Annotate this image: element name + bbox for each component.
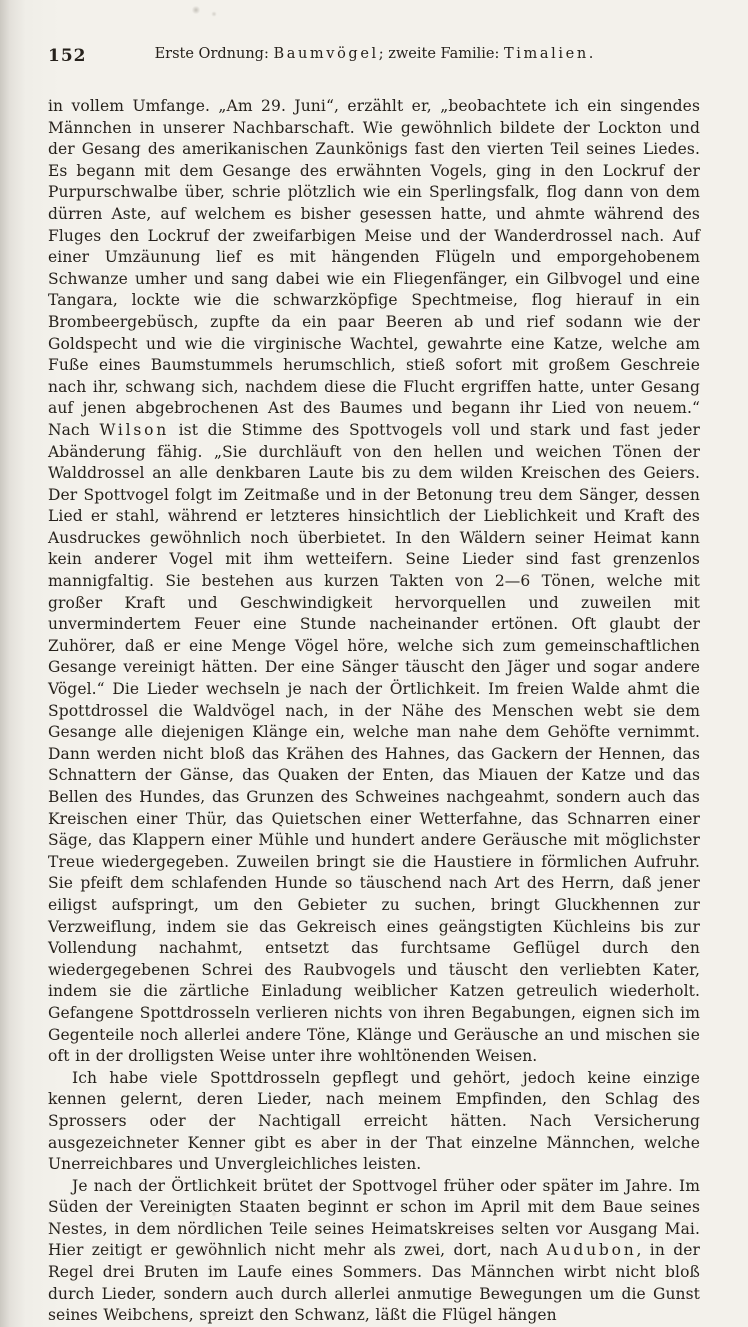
paragraph — [48, 1068, 700, 1176]
letterspaced-text: Wilson — [99, 420, 170, 439]
letterspaced-text: Audubon — [546, 1241, 637, 1260]
running-head — [48, 46, 700, 62]
paragraph — [48, 96, 700, 1068]
text-segment: ; zweite Familie: — [378, 46, 505, 62]
text-block — [48, 96, 700, 1327]
text-segment: in vollem Umfange. „Am 29. Juni“, erzählt er, „beobachtete ich ein singendes Männchen in unserer Nachbarschaft. Wie gewöhnlich bildete der Lockton und der Gesang des amerikanischen Zaunkönigs fast den vierten Teil seines Liedes. Es begann mit dem Gesange des erwähnten Vogels, ging in den Lockruf der Purpurschwalbe über, schrie plötzlich wie ein Sperlingsfalk, flog dann von dem dürren Aste, auf welchem es bisher gesessen hatte, und ahmte während des Fluges den Lockruf der zweifarbigen Meise und der Wanderdrossel nach. Auf einer Umzäunung lief es mit hängenden Flügeln und emporgehobenem Schwanze umher und sang dabei wie ein Fliegenfänger, ein Gilbvogel und eine Tangara, lockte wie die schwarzköpfige Spechtmeise, flog hierauf in ein Brombeergebüsch, zupfte da ein paar Beeren ab und rief sodann wie der Goldspecht und wie die virginische Wachtel, gewahrte eine Katze, welche am Fuße eines Baumstummels herumschlich, stieß sofort mit großem Geschreie nach ihr, schwang sich, nachdem diese die Flucht ergriffen hatte, unter Gesang auf jenen abgebrochenen Ast des Baumes und begann ihr Lied von neuem.“ Nach — [48, 97, 700, 439]
text-segment: Ich habe viele Spottdrosseln gepflegt und gehört, jedoch keine einzige kennen gelernt, deren Lieder, nach meinem Empfinden, den Schlag des Sprossers oder der Nachtigall erreicht hätten. Nach Versicherung ausgezeichneter Kenner gibt es aber in der That einzelne Männchen, welche Unerreichbares und Unvergleichliches leisten. — [48, 1068, 700, 1174]
text-segment: ist die Stimme des Spottvogels voll und stark und fast jeder Abänderung fähig. „Sie durchläuft von den hellen und weichen Tönen der Walddrossel an alle denkbaren Laute bis zu dem wilden Kreischen des Geiers. Der Spottvogel folgt im Zeitmaße und in der Betonung treu dem Sänger, dessen Lied er stahl, während er letzteres hinsichtlich der Lieblichkeit und Kraft des Ausdruckes gewöhnlich noch überbietet. In den Wäldern seiner Heimat kann kein anderer Vogel mit ihm wetteifern. Seine Lieder sind fast grenzenlos mannigfaltig. Sie bestehen aus kurzen Takten von 2—6 Tönen, welche mit großer Kraft und Geschwindigkeit hervorquellen und zuweilen mit unvermindertem Feuer eine Stunde nacheinander ertönen. Oft glaubt der Zuhörer, daß er eine Menge Vögel höre, welche sich zum gemeinschaftlichen Gesange vereinigt hätten. Der eine Sänger täuscht den Jäger und sogar andere Vögel.“ Die Lieder wechseln je nach der Örtlichkeit. Im freien Walde ahmt die Spottdrossel die Waldvögel nach, in der Nähe des Menschen webt sie dem Gesange alle diejenigen Klänge ein, welche man nahe dem Gehöfte vernimmt. Dann werden nicht bloß das Krähen des Hahnes, das Gackern der Hennen, das Schnattern der Gänse, das Quaken der Enten, das Miauen der Katze und das Bellen des Hundes, das Grunzen des Schweines nachgeahmt, sondern auch das Kreischen einer Thür, das Quietschen einer Wetterfahne, das Schnarren einer Säge, das Klappern einer Mühle und hundert andere Geräusche mit möglichster Treue wiedergegeben. Zuweilen bringt sie die Haustiere in förmlichen Aufruhr. Sie pfeift dem schlafenden Hunde so täuschend nach Art des Herrn, daß jener eiligst aufspringt, um den Gebieter zu suchen, bringt Gluckhennen zur Verzweiflung, indem sie das Gekreisch eines geängstigten Küchleins bis zur Vollendung nachahmt, entsetzt das furchtsame Geflügel durch den wiedergegebenen Schrei des Raubvogels und täuscht den verliebten Kater, indem sie die zärtliche Einladung weiblicher Katzen getreulich wiederholt. Gefangene Spottdrosseln verlieren nichts von ihren Begabungen, eignen sich im Gegenteile noch allerlei andere Töne, Klänge und Geräusche an und mischen sie oft in der drolligsten Weise unter ihre wohltönenden Weisen. — [48, 420, 700, 1066]
text-segment: Erste Ordnung: — [154, 46, 274, 62]
page-header — [48, 46, 700, 70]
text-segment: Je nach der Örtlichkeit brütet der Spottvogel früher oder später im Jahre. Im Süden der Vereinigten Staaten beginnt er schon im April mit dem Baue seines Nestes, in dem nördlichen Teile seines Heimatskreises selten vor Ausgang Mai. Hier zeitigt er gewöhnlich nicht mehr als zwei, dort, nach — [48, 1176, 700, 1260]
paragraph — [48, 1176, 700, 1327]
page-number: 152 — [48, 46, 87, 66]
book-page — [48, 0, 700, 1327]
letterspaced-text: Timalien — [504, 46, 589, 62]
text-segment: . — [588, 46, 594, 62]
letterspaced-text: Baumvögel — [273, 46, 379, 62]
text-segment: , in der Regel drei Bruten im Laufe eines Sommers. Das Männchen wirbt nicht bloß durch Lieder, sondern auch durch allerlei anmutige Bewegungen um die Gunst seines Weibchens, spreizt den Schwanz, läßt die Flügel hängen — [48, 1241, 701, 1325]
